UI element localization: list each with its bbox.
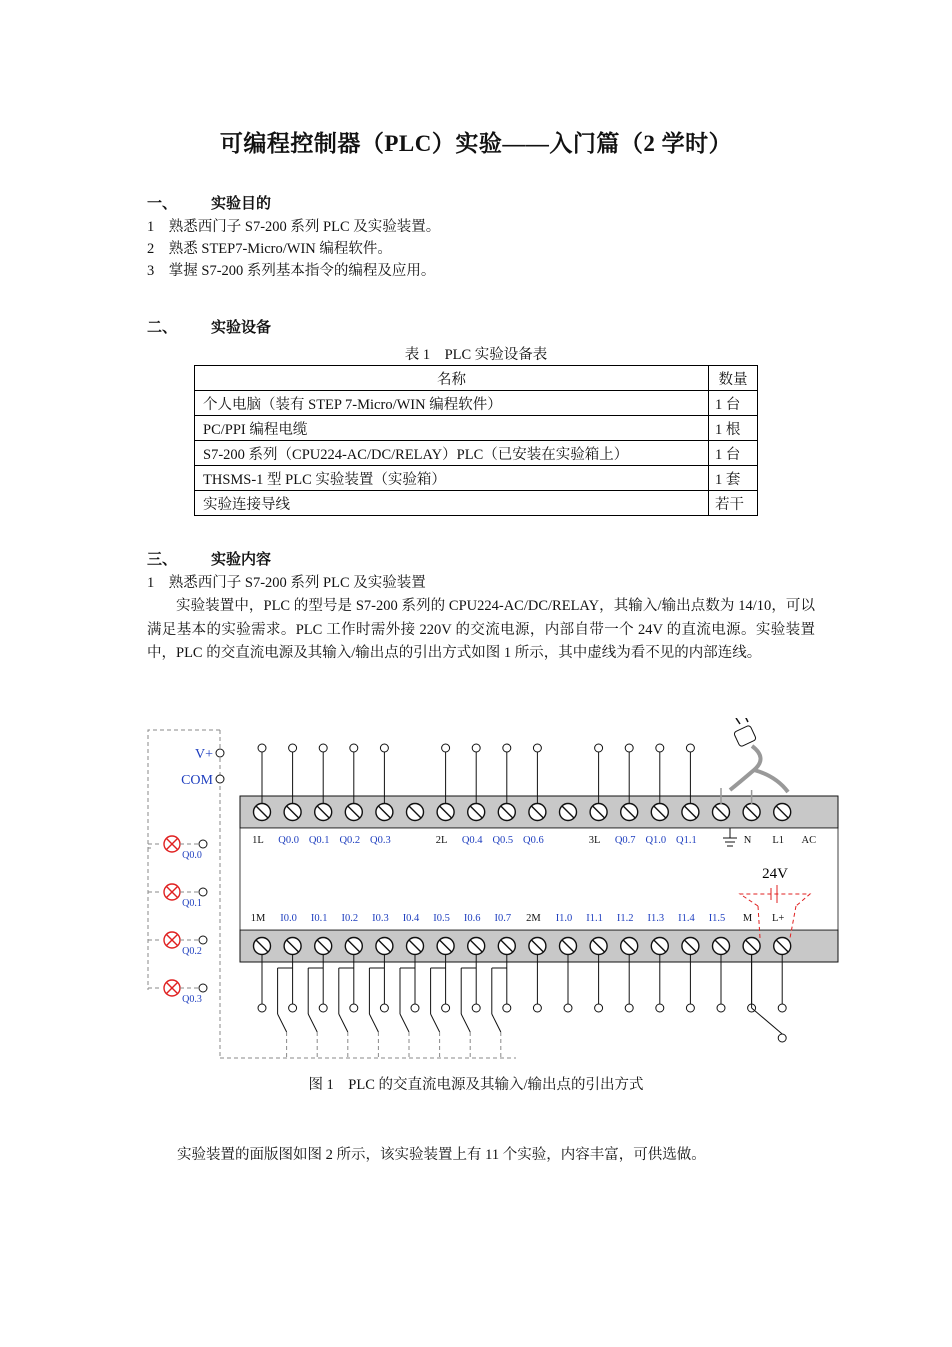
input-screw <box>345 938 362 955</box>
content-subheading-1: 1 熟悉西门子 S7-200 系列 PLC 及实验装置 <box>147 575 426 591</box>
input-screw <box>407 938 424 955</box>
section-1-heading <box>147 192 271 213</box>
input-terminal <box>289 1004 297 1012</box>
input-label: I0.0 <box>280 913 297 924</box>
objective-item-1: 1 熟悉西门子 S7-200 系列 PLC 及实验装置。 <box>147 219 441 235</box>
input-label: I1.0 <box>555 913 573 924</box>
input-label: I0.3 <box>372 913 389 924</box>
section-3-number: 三、 <box>147 552 178 568</box>
input-terminal <box>442 1004 450 1012</box>
closing-paragraph: 实验装置的面版图如图 2 所示，该实验装置上有 11 个实验，内容丰富，可供选做。 <box>177 1147 706 1163</box>
section-2-number: 二、 <box>147 320 178 336</box>
input-screw <box>774 938 791 955</box>
output-screw <box>590 804 607 821</box>
power-plug-icon <box>730 718 788 792</box>
output-terminal <box>350 744 358 752</box>
output-label: Q0.2 <box>339 835 361 846</box>
output-label: L1 <box>772 835 785 846</box>
switch-blade <box>339 1014 348 1032</box>
input-label: 1M <box>250 913 266 924</box>
m-switch <box>752 1008 783 1034</box>
dc-label: 24V <box>762 866 788 882</box>
output-terminal <box>472 744 480 752</box>
input-terminal <box>503 1004 511 1012</box>
com-terminal <box>216 775 224 783</box>
input-screw <box>284 938 301 955</box>
output-screw <box>468 804 485 821</box>
section-2-heading <box>147 316 271 337</box>
row-qty: 1 台 <box>709 441 758 466</box>
switch-blade <box>369 1014 378 1032</box>
table-row <box>195 466 758 491</box>
input-screw <box>498 938 515 955</box>
row-qty: 若干 <box>709 491 758 516</box>
input-label: I0.7 <box>494 913 512 924</box>
input-screw <box>376 938 393 955</box>
output-label: 2L <box>435 835 448 846</box>
input-label: I1.5 <box>708 913 726 924</box>
input-terminal <box>319 1004 327 1012</box>
row-name: S7-200 系列（CPU224-AC/DC/RELAY）PLC（已安装在实验箱上） <box>195 441 709 466</box>
output-screw <box>560 804 577 821</box>
output-label: Q0.5 <box>492 835 514 846</box>
input-label: 2M <box>526 913 541 924</box>
section-2-title: 实验设备 <box>211 320 272 336</box>
lamp-label: Q0.3 <box>182 994 202 1005</box>
switch-blade <box>461 1014 470 1032</box>
lamp-terminal <box>199 888 207 896</box>
input-label: L+ <box>772 913 785 924</box>
input-terminal <box>411 1004 419 1012</box>
output-label: Q0.0 <box>278 835 299 846</box>
section-1-title: 实验目的 <box>211 196 272 212</box>
m-terminal <box>778 1034 786 1042</box>
table-caption: 表 1 PLC 实验设备表 <box>404 347 548 363</box>
row-name: THSMS-1 型 PLC 实验装置（实验箱） <box>195 466 709 491</box>
input-label: M <box>742 913 753 924</box>
output-terminal <box>258 744 266 752</box>
output-label: N <box>743 835 752 846</box>
output-screw <box>529 804 546 821</box>
output-terminal <box>503 744 511 752</box>
switch-blade <box>431 1014 440 1032</box>
output-label: Q0.4 <box>461 835 483 846</box>
input-terminal <box>778 1004 786 1012</box>
content-paragraph <box>147 595 815 666</box>
input-screw <box>437 938 454 955</box>
output-label: Q1.0 <box>645 835 667 846</box>
objective-item-2: 2 熟悉 STEP7-Micro/WIN 编程软件。 <box>147 241 392 257</box>
input-label: I0.2 <box>341 913 359 924</box>
output-screw <box>651 804 668 821</box>
paragraph-text: 实验装置中，PLC 的型号是 S7-200 系列的 CPU224-AC/DC/RELAY，其输入/输出点数为 14/10，可以满足基本的实验需求。PLC 工作时需外接 220V 的交流电源，内部自带一个 24V 的直流电源。实验装置中，PLC 的交直流电源及其输入/输出点的引出方式如图 1 所示，其中虚线为看不见的内部连线。 <box>147 598 815 661</box>
input-terminal <box>564 1004 572 1012</box>
table-row <box>195 441 758 466</box>
objective-item-3: 3 掌握 S7-200 系列基本指令的编程及应用。 <box>147 263 436 279</box>
table-row <box>195 391 758 416</box>
output-screw <box>407 804 424 821</box>
input-label: I0.6 <box>463 913 481 924</box>
table-row <box>195 416 758 441</box>
lamp-label: Q0.2 <box>182 946 202 957</box>
input-screw <box>468 938 485 955</box>
switch-blade <box>308 1014 317 1032</box>
input-label: I0.1 <box>310 913 328 924</box>
input-screw <box>315 938 332 955</box>
section-1-number: 一、 <box>147 196 178 212</box>
row-name: PC/PPI 编程电缆 <box>195 416 709 441</box>
output-label: 3L <box>588 835 601 846</box>
table-row <box>195 491 758 516</box>
output-screw <box>284 804 301 821</box>
input-terminal <box>472 1004 480 1012</box>
input-screw <box>682 938 699 955</box>
figure-caption: 图 1 PLC 的交直流电源及其输入/输出点的引出方式 <box>308 1077 644 1093</box>
input-terminal <box>258 1004 266 1012</box>
row-name: 个人电脑（装有 STEP 7-Micro/WIN 编程软件） <box>195 391 709 416</box>
output-label: 1L <box>252 835 264 846</box>
input-wires <box>258 954 786 1058</box>
input-screw <box>743 938 760 955</box>
output-screw <box>682 804 699 821</box>
output-label: Q0.7 <box>614 835 636 846</box>
input-label: I0.4 <box>402 913 420 924</box>
lamp-label: Q0.1 <box>182 898 202 909</box>
lamp-terminal <box>199 984 207 992</box>
output-screw <box>376 804 393 821</box>
row-qty: 1 根 <box>709 416 758 441</box>
output-label: Q0.3 <box>370 835 391 846</box>
input-screw <box>651 938 668 955</box>
input-screw <box>254 938 271 955</box>
output-screw <box>437 804 454 821</box>
lamp-group <box>148 836 207 1005</box>
input-label: I1.1 <box>586 913 603 924</box>
input-label: I1.3 <box>647 913 665 924</box>
output-label: Q0.6 <box>523 835 544 846</box>
input-terminal <box>686 1004 694 1012</box>
vplus-label: V+ <box>194 747 213 762</box>
output-terminal <box>442 744 450 752</box>
output-terminal <box>686 744 694 752</box>
row-qty: 1 套 <box>709 466 758 491</box>
lamp-terminal <box>199 840 207 848</box>
output-terminal <box>595 744 603 752</box>
lamp-label: Q0.0 <box>182 850 202 861</box>
output-label: Q1.1 <box>676 835 697 846</box>
output-terminal <box>289 744 297 752</box>
output-terminal <box>319 744 327 752</box>
input-screw <box>713 938 730 955</box>
input-terminal <box>625 1004 633 1012</box>
lamp-terminal <box>199 936 207 944</box>
switch-blade <box>278 1014 287 1032</box>
output-label: Q0.1 <box>308 835 330 846</box>
switch-blade <box>400 1014 409 1032</box>
output-terminal <box>656 744 664 752</box>
input-label: I1.4 <box>678 913 695 924</box>
input-screw <box>590 938 607 955</box>
com-label: COM <box>181 773 213 788</box>
header-name: 名称 <box>195 366 709 391</box>
input-label: I0.5 <box>433 913 450 924</box>
plc-wiring-diagram <box>140 718 850 1068</box>
output-terminal <box>380 744 388 752</box>
row-qty: 1 台 <box>709 391 758 416</box>
output-screw <box>621 804 638 821</box>
input-screw <box>529 938 546 955</box>
section-3-title: 实验内容 <box>211 552 272 568</box>
document-title: 可编程控制器（PLC）实验——入门篇（2 学时） <box>219 131 733 156</box>
output-screw <box>743 804 760 821</box>
input-terminal <box>656 1004 664 1012</box>
input-terminal <box>595 1004 603 1012</box>
vplus-terminal <box>216 749 224 757</box>
section-3-heading <box>147 548 271 569</box>
output-screw <box>774 804 791 821</box>
header-qty: 数量 <box>709 366 758 391</box>
output-terminal <box>625 744 633 752</box>
equipment-table <box>194 365 758 516</box>
input-terminal <box>717 1004 725 1012</box>
input-screw <box>621 938 638 955</box>
output-wires <box>258 744 752 804</box>
row-name: 实验连接导线 <box>195 491 709 516</box>
output-terminal <box>533 744 541 752</box>
output-screw <box>498 804 515 821</box>
input-terminal <box>380 1004 388 1012</box>
table-header-row <box>195 366 758 391</box>
input-terminal <box>533 1004 541 1012</box>
input-terminal <box>350 1004 358 1012</box>
output-screw <box>315 804 332 821</box>
input-screw <box>560 938 577 955</box>
input-label: I1.2 <box>616 913 634 924</box>
output-screw <box>345 804 362 821</box>
output-screw <box>713 804 730 821</box>
output-screw <box>254 804 271 821</box>
output-label: AC <box>801 835 817 846</box>
switch-blade <box>492 1014 501 1032</box>
